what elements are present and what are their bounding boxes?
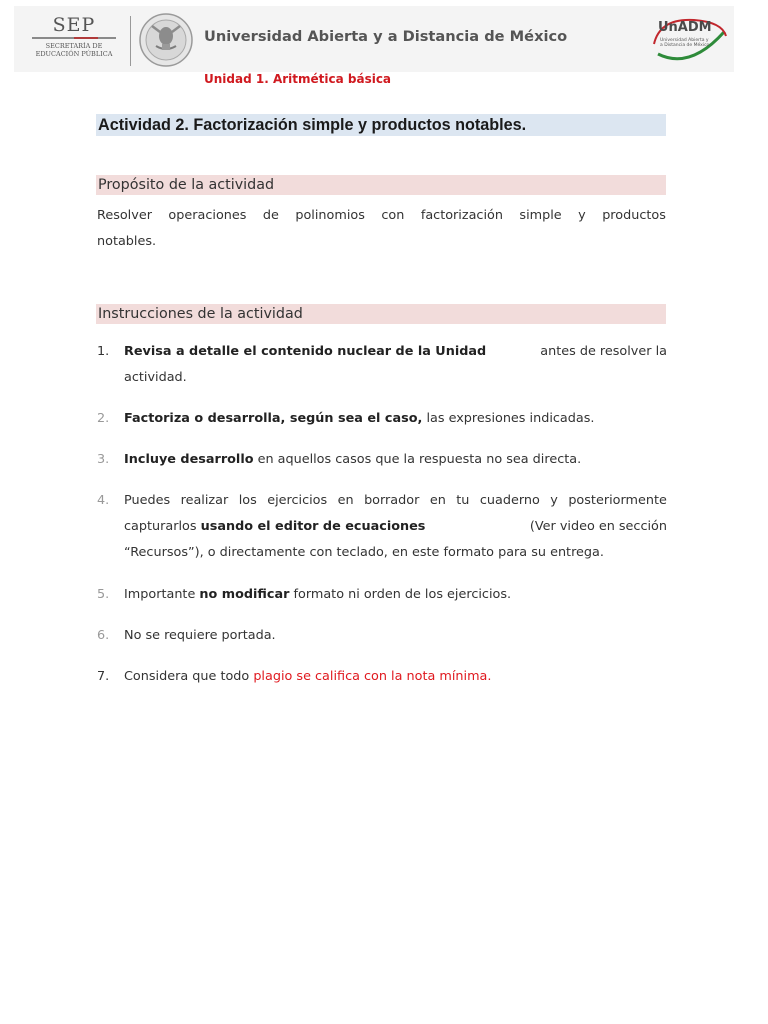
instruction-5-pre: Importante (124, 587, 200, 602)
sep-logo-line1: SECRETARÍA DE (45, 42, 103, 50)
instruction-4-bold: usando el editor de ecuaciones (200, 519, 426, 534)
word: realizar (180, 493, 229, 508)
instruction-5-bold: no modificar (199, 587, 290, 602)
word: ejercicios (267, 493, 328, 508)
instruction-7-pre: Considera que todo (124, 669, 254, 684)
instruction-2-rest: las expresiones indicadas. (422, 411, 595, 426)
word: polinomios (295, 208, 365, 223)
word: y (578, 208, 586, 223)
word: tu (456, 493, 470, 508)
sep-logo-title: SEP (52, 14, 96, 36)
unadm-logo-subtitle (660, 38, 720, 48)
instruction-4-line2 (124, 514, 667, 540)
sep-logo (24, 14, 124, 68)
instruction-1-line2: actividad. (124, 370, 187, 385)
instruction-1-bold: Revisa a detalle el contenido nuclear de la Unidad (124, 344, 487, 359)
institution-header (14, 6, 734, 72)
instruction-7-post: . (487, 669, 492, 684)
word: factorización (420, 208, 503, 223)
word: cuaderno (479, 493, 540, 508)
unadm-logo-sub2: a Distancia de México (660, 43, 710, 48)
instructions-heading: Instrucciones de la actividad (96, 304, 666, 324)
instruction-number: 1. (97, 344, 110, 359)
instruction-3-rest: en aquellos casos que la respuesta no sea directa. (253, 452, 582, 467)
word: de (262, 208, 279, 223)
word: con (381, 208, 405, 223)
purpose-text-line1 (97, 203, 666, 229)
university-name: Universidad Abierta y a Distancia de México (204, 28, 568, 45)
word: en (429, 493, 446, 508)
coat-of-arms-seal-icon (138, 12, 194, 68)
word: posteriormente (568, 493, 667, 508)
instruction-number: 4. (97, 493, 110, 508)
word: los (238, 493, 257, 508)
instruction-number: 3. (97, 452, 110, 467)
word: en (337, 493, 354, 508)
word: borrador (364, 493, 420, 508)
word: Resolver (97, 208, 152, 223)
instruction-4-line2-post: (Ver video en sección (529, 519, 667, 534)
instruction-2-bold: Factoriza o desarrolla, según sea el caso, (124, 411, 423, 426)
instruction-number: 7. (97, 669, 110, 684)
instruction-number: 2. (97, 411, 110, 426)
sep-logo-line2: EDUCACIÓN PÚBLICA (35, 50, 113, 58)
unadm-logo (650, 14, 730, 66)
word: Puedes (124, 493, 171, 508)
purpose-text (97, 203, 666, 255)
unit-title: Unidad 1. Aritmética básica (204, 72, 392, 86)
instruction-1-rest: antes de resolver la (540, 344, 667, 359)
purpose-heading: Propósito de la actividad (96, 175, 666, 195)
instruction-1-line1 (124, 339, 667, 365)
instruction-6-text: No se requiere portada. (124, 628, 276, 643)
word: productos (602, 208, 666, 223)
instruction-4-line1 (124, 488, 667, 514)
header-divider (130, 16, 131, 66)
instruction-4-line3: “Recursos”), o directamente con teclado, en este formato para su entrega. (124, 545, 604, 560)
unadm-logo-title: UnADM (658, 20, 712, 35)
instruction-7-warning: plagio se califica con la nota mínima (253, 669, 488, 684)
word: operaciones (168, 208, 247, 223)
instruction-number: 5. (97, 587, 110, 602)
instruction-number: 6. (97, 628, 110, 643)
instruction-5-rest: formato ni orden de los ejercicios. (289, 587, 512, 602)
instruction-4-line2-pre: capturarlos (124, 519, 201, 534)
purpose-text-line2: notables. (97, 234, 157, 249)
unadm-logo-sub1: Universidad Abierta y (660, 38, 709, 43)
sep-logo-rule (32, 37, 116, 39)
word: y (550, 493, 558, 508)
instruction-3-bold: Incluye desarrollo (124, 452, 254, 467)
word: simple (519, 208, 562, 223)
activity-title: Actividad 2. Factorización simple y productos notables. (96, 114, 666, 136)
